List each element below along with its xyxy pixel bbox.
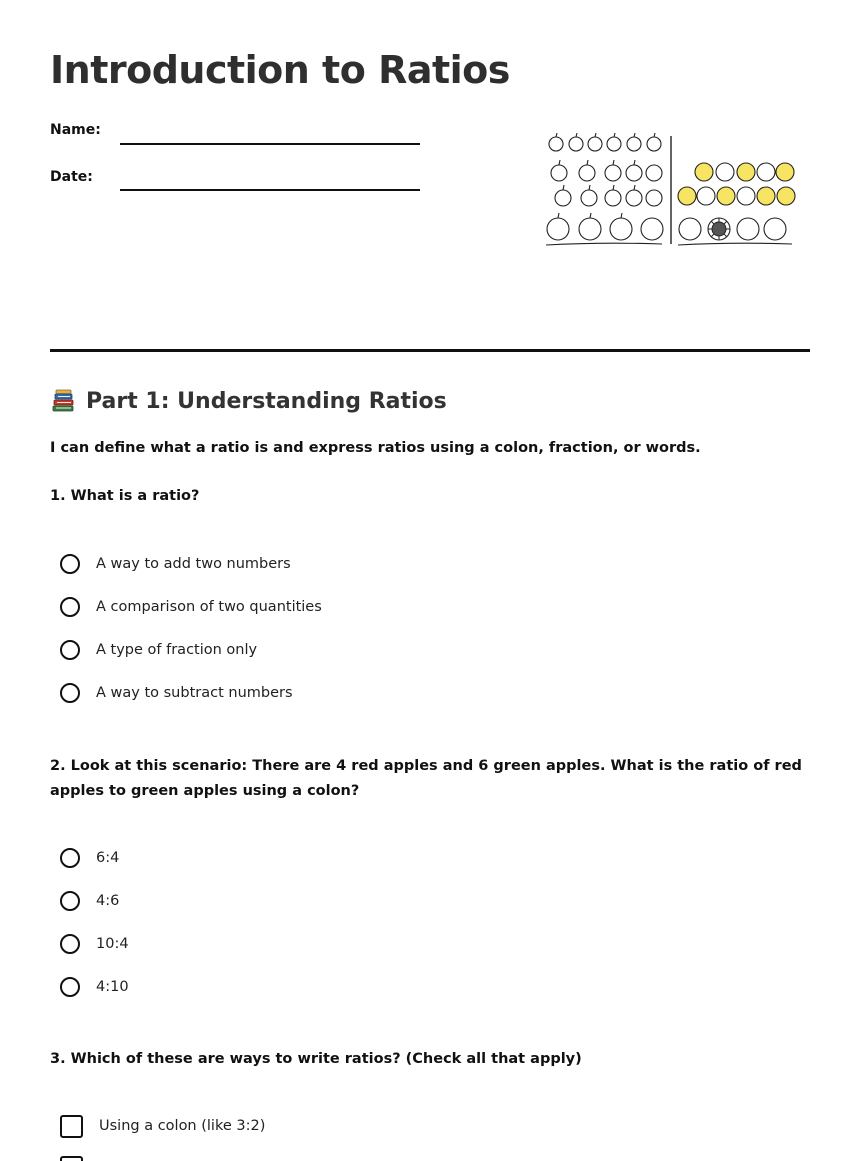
worksheet-title: Introduction to Ratios xyxy=(50,48,510,92)
q3-option-2[interactable] xyxy=(60,1156,83,1161)
date-field[interactable] xyxy=(120,189,420,191)
option-label: 4:6 xyxy=(96,893,120,909)
section-divider xyxy=(50,349,810,352)
option-label: 6:4 xyxy=(96,850,120,866)
option-label: A way to subtract numbers xyxy=(96,685,293,701)
radio-button[interactable] xyxy=(60,891,80,911)
radio-button[interactable] xyxy=(60,554,80,574)
checkbox[interactable] xyxy=(60,1115,83,1138)
question-2-text: 2. Look at this scenario: There are 4 red apples and 6 green apples. What is the ratio of red apples to green apples using a colon? xyxy=(50,758,802,799)
name-field[interactable] xyxy=(120,143,420,145)
radio-button[interactable] xyxy=(60,597,80,617)
checkbox[interactable] xyxy=(60,1156,83,1161)
q1-option-3[interactable] xyxy=(60,637,257,663)
option-label: 4:10 xyxy=(96,979,129,995)
question-1-text: 1. What is a ratio? xyxy=(50,488,200,504)
radio-button[interactable] xyxy=(60,640,80,660)
option-label: Using a colon (like 3:2) xyxy=(99,1118,266,1134)
part1-heading xyxy=(50,388,447,414)
q2-option-3[interactable] xyxy=(60,931,129,957)
option-label: 10:4 xyxy=(96,936,129,952)
radio-button[interactable] xyxy=(60,848,80,868)
name-label: Name: xyxy=(50,122,101,138)
option-label: A type of fraction only xyxy=(96,642,258,658)
q2-option-4[interactable] xyxy=(60,974,129,1000)
books-icon xyxy=(50,388,76,414)
part1-heading-text: Part 1: Understanding Ratios xyxy=(86,388,447,414)
q1-option-4[interactable] xyxy=(60,680,293,706)
date-label: Date: xyxy=(50,169,93,185)
radio-button[interactable] xyxy=(60,977,80,997)
option-label: A comparison of two quantities xyxy=(96,599,322,615)
option-label: A way to add two numbers xyxy=(96,556,291,572)
q2-option-2[interactable] xyxy=(60,888,119,914)
question-3-text: 3. Which of these are ways to write ratios? (Check all that apply) xyxy=(50,1051,582,1067)
q2-option-1[interactable] xyxy=(60,845,119,871)
apples-and-lemons-icon xyxy=(542,128,802,252)
q3-option-1[interactable] xyxy=(60,1113,265,1139)
radio-button[interactable] xyxy=(60,683,80,703)
q1-option-2[interactable] xyxy=(60,594,322,620)
learning-objective: I can define what a ratio is and express ratios using a colon, fraction, or words. xyxy=(50,440,701,456)
q1-option-1[interactable] xyxy=(60,551,291,577)
radio-button[interactable] xyxy=(60,934,80,954)
